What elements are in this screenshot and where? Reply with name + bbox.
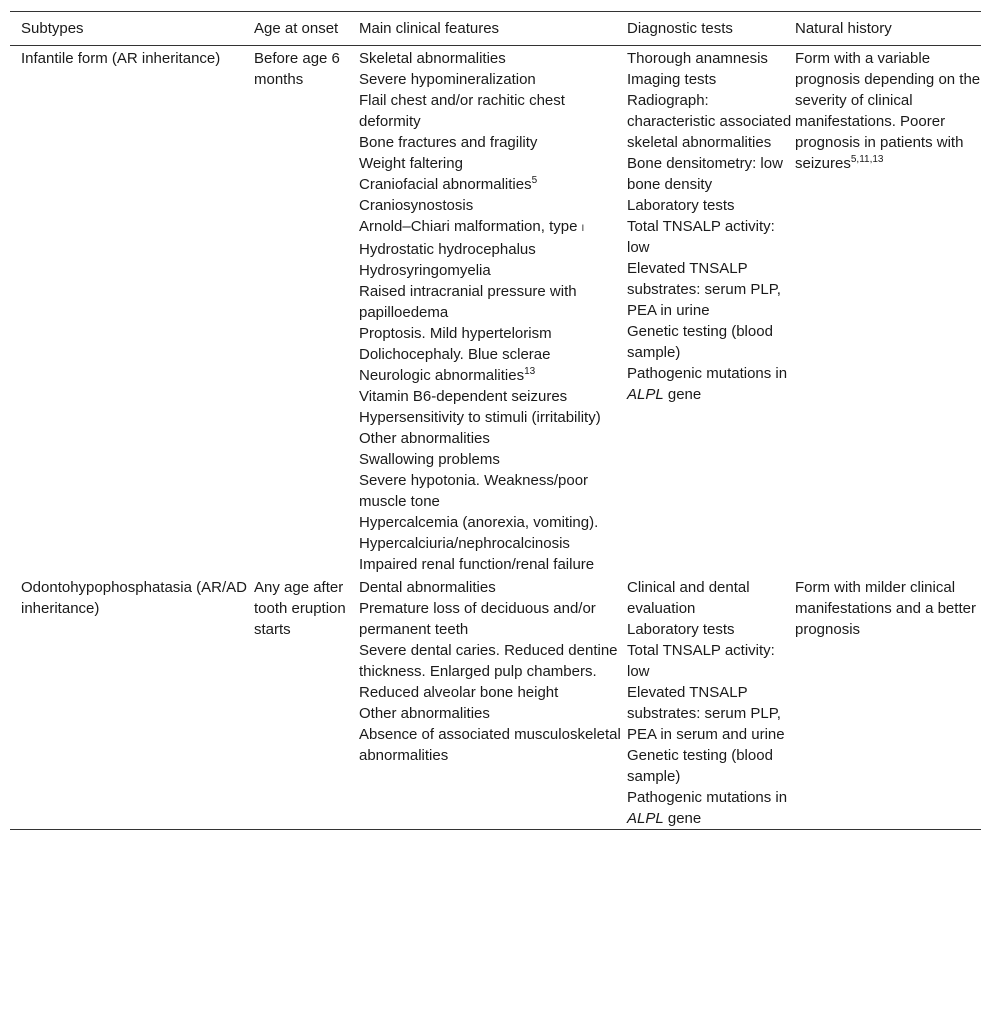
feature-line: Swallowing problems bbox=[359, 451, 500, 468]
diagnostic-line bbox=[627, 787, 795, 829]
diagnostic-line: Thorough anamnesis bbox=[627, 50, 768, 67]
feature-line bbox=[359, 365, 627, 386]
feature-line: Hypersensitivity to stimuli (irritability) bbox=[359, 409, 601, 426]
diagnostics-cell bbox=[627, 575, 795, 830]
age-onset-cell: Any age after tooth eruption starts bbox=[254, 579, 346, 638]
header-subtypes: Subtypes bbox=[21, 20, 84, 37]
reference-superscript: 5,11,13 bbox=[850, 154, 884, 165]
diagnostic-line: Total TNSALP activity: low bbox=[627, 218, 775, 256]
feature-line: Severe dental caries. Reduced dentine thickness. Enlarged pulp chambers. bbox=[359, 642, 618, 680]
feature-line: Vitamin B6-dependent seizures bbox=[359, 388, 568, 405]
features-cell bbox=[359, 46, 627, 576]
diagnostic-text: Pathogenic mutations in bbox=[627, 365, 788, 382]
features-cell bbox=[359, 575, 627, 830]
feature-line: Hydrostatic hydrocephalus bbox=[359, 241, 536, 258]
gene-name: ALPL bbox=[627, 810, 664, 827]
diagnostic-line: Radiograph: characteristic associated skeletal abnormalities bbox=[627, 92, 792, 151]
gene-suffix: gene bbox=[663, 810, 702, 827]
feature-line: Reduced alveolar bone height bbox=[359, 684, 559, 701]
age-onset-cell: Before age 6 months bbox=[254, 50, 340, 88]
diagnostic-line: Genetic testing (blood sample) bbox=[627, 747, 773, 785]
feature-line bbox=[359, 174, 627, 195]
diagnostics-cell bbox=[627, 46, 795, 576]
feature-text: Neurologic abnormalities bbox=[359, 367, 525, 384]
diagnostic-line: Total TNSALP activity: low bbox=[627, 642, 775, 680]
reference-superscript: 5 bbox=[531, 175, 538, 186]
diagnostic-line: Clinical and dental evaluation bbox=[627, 579, 750, 617]
feature-line: Raised intracranial pressure with papilloedema bbox=[359, 283, 577, 321]
feature-line: Premature loss of deciduous and/or permanent teeth bbox=[359, 600, 596, 638]
header-natural-history: Natural history bbox=[795, 20, 892, 37]
header-age-at-onset: Age at onset bbox=[254, 20, 339, 37]
diagnostic-line: Bone densitometry: low bone density bbox=[627, 155, 783, 193]
feature-line: Weight faltering bbox=[359, 155, 463, 172]
diagnostic-line: Elevated TNSALP substrates: serum PLP, PEA in serum and urine bbox=[627, 684, 785, 743]
diagnostic-text: Pathogenic mutations in bbox=[627, 789, 788, 806]
header-diagnostic-tests: Diagnostic tests bbox=[627, 20, 733, 37]
feature-line: Flail chest and/or rachitic chest deformity bbox=[359, 92, 565, 130]
diagnostic-line: Laboratory tests bbox=[627, 621, 735, 638]
feature-line: Bone fractures and fragility bbox=[359, 134, 538, 151]
subtype-cell: Odontohypophosphatasia (AR/AD inheritance) bbox=[21, 579, 247, 617]
feature-line: Severe hypomineralization bbox=[359, 71, 536, 88]
diagnostic-line bbox=[627, 363, 795, 405]
feature-line: Severe hypotonia. Weakness/poor muscle tone bbox=[359, 472, 589, 510]
diagnostic-line: Imaging tests bbox=[627, 71, 717, 88]
type-roman-numeral: I bbox=[581, 223, 585, 233]
gene-name: ALPL bbox=[627, 386, 664, 403]
feature-line bbox=[359, 216, 627, 239]
feature-line: Dental abnormalities bbox=[359, 579, 496, 596]
clinical-subtypes-table bbox=[10, 11, 981, 830]
diagnostic-line: Laboratory tests bbox=[627, 197, 735, 214]
natural-history-cell: Form with milder clinical manifestations and a better prognosis bbox=[795, 579, 976, 638]
header-main-clinical-features: Main clinical features bbox=[359, 20, 500, 37]
table-row bbox=[10, 46, 981, 576]
feature-text: Arnold–Chiari malformation, type bbox=[359, 218, 578, 235]
feature-line: Absence of associated musculoskeletal abnormalities bbox=[359, 726, 621, 764]
natural-history-cell bbox=[795, 46, 981, 576]
feature-line: Hydrosyringomyelia bbox=[359, 262, 491, 279]
feature-text: Craniofacial abnormalities bbox=[359, 176, 532, 193]
subtype-cell: Infantile form (AR inheritance) bbox=[21, 50, 221, 67]
feature-line: Impaired renal function/renal failure bbox=[359, 556, 595, 573]
header-row bbox=[10, 12, 981, 46]
reference-superscript: 13 bbox=[524, 366, 536, 377]
feature-line: Hypercalciuria/nephrocalcinosis bbox=[359, 535, 570, 552]
diagnostic-line: Genetic testing (blood sample) bbox=[627, 323, 773, 361]
feature-line: Craniosynostosis bbox=[359, 197, 474, 214]
history-text: Form with a variable prognosis depending on the severity of clinical manifestations. Poorer prognosis in patients with seizures bbox=[795, 50, 981, 172]
feature-line: Skeletal abnormalities bbox=[359, 50, 506, 67]
feature-line: Proptosis. Mild hypertelorism bbox=[359, 325, 552, 342]
diagnostic-line: Elevated TNSALP substrates: serum PLP, PEA in urine bbox=[627, 260, 781, 319]
feature-line: Hypercalcemia (anorexia, vomiting). bbox=[359, 514, 599, 531]
gene-suffix: gene bbox=[663, 386, 702, 403]
feature-line: Other abnormalities bbox=[359, 705, 490, 722]
feature-line: Dolichocephaly. Blue sclerae bbox=[359, 346, 551, 363]
feature-line: Other abnormalities bbox=[359, 430, 490, 447]
table-row bbox=[10, 575, 981, 830]
